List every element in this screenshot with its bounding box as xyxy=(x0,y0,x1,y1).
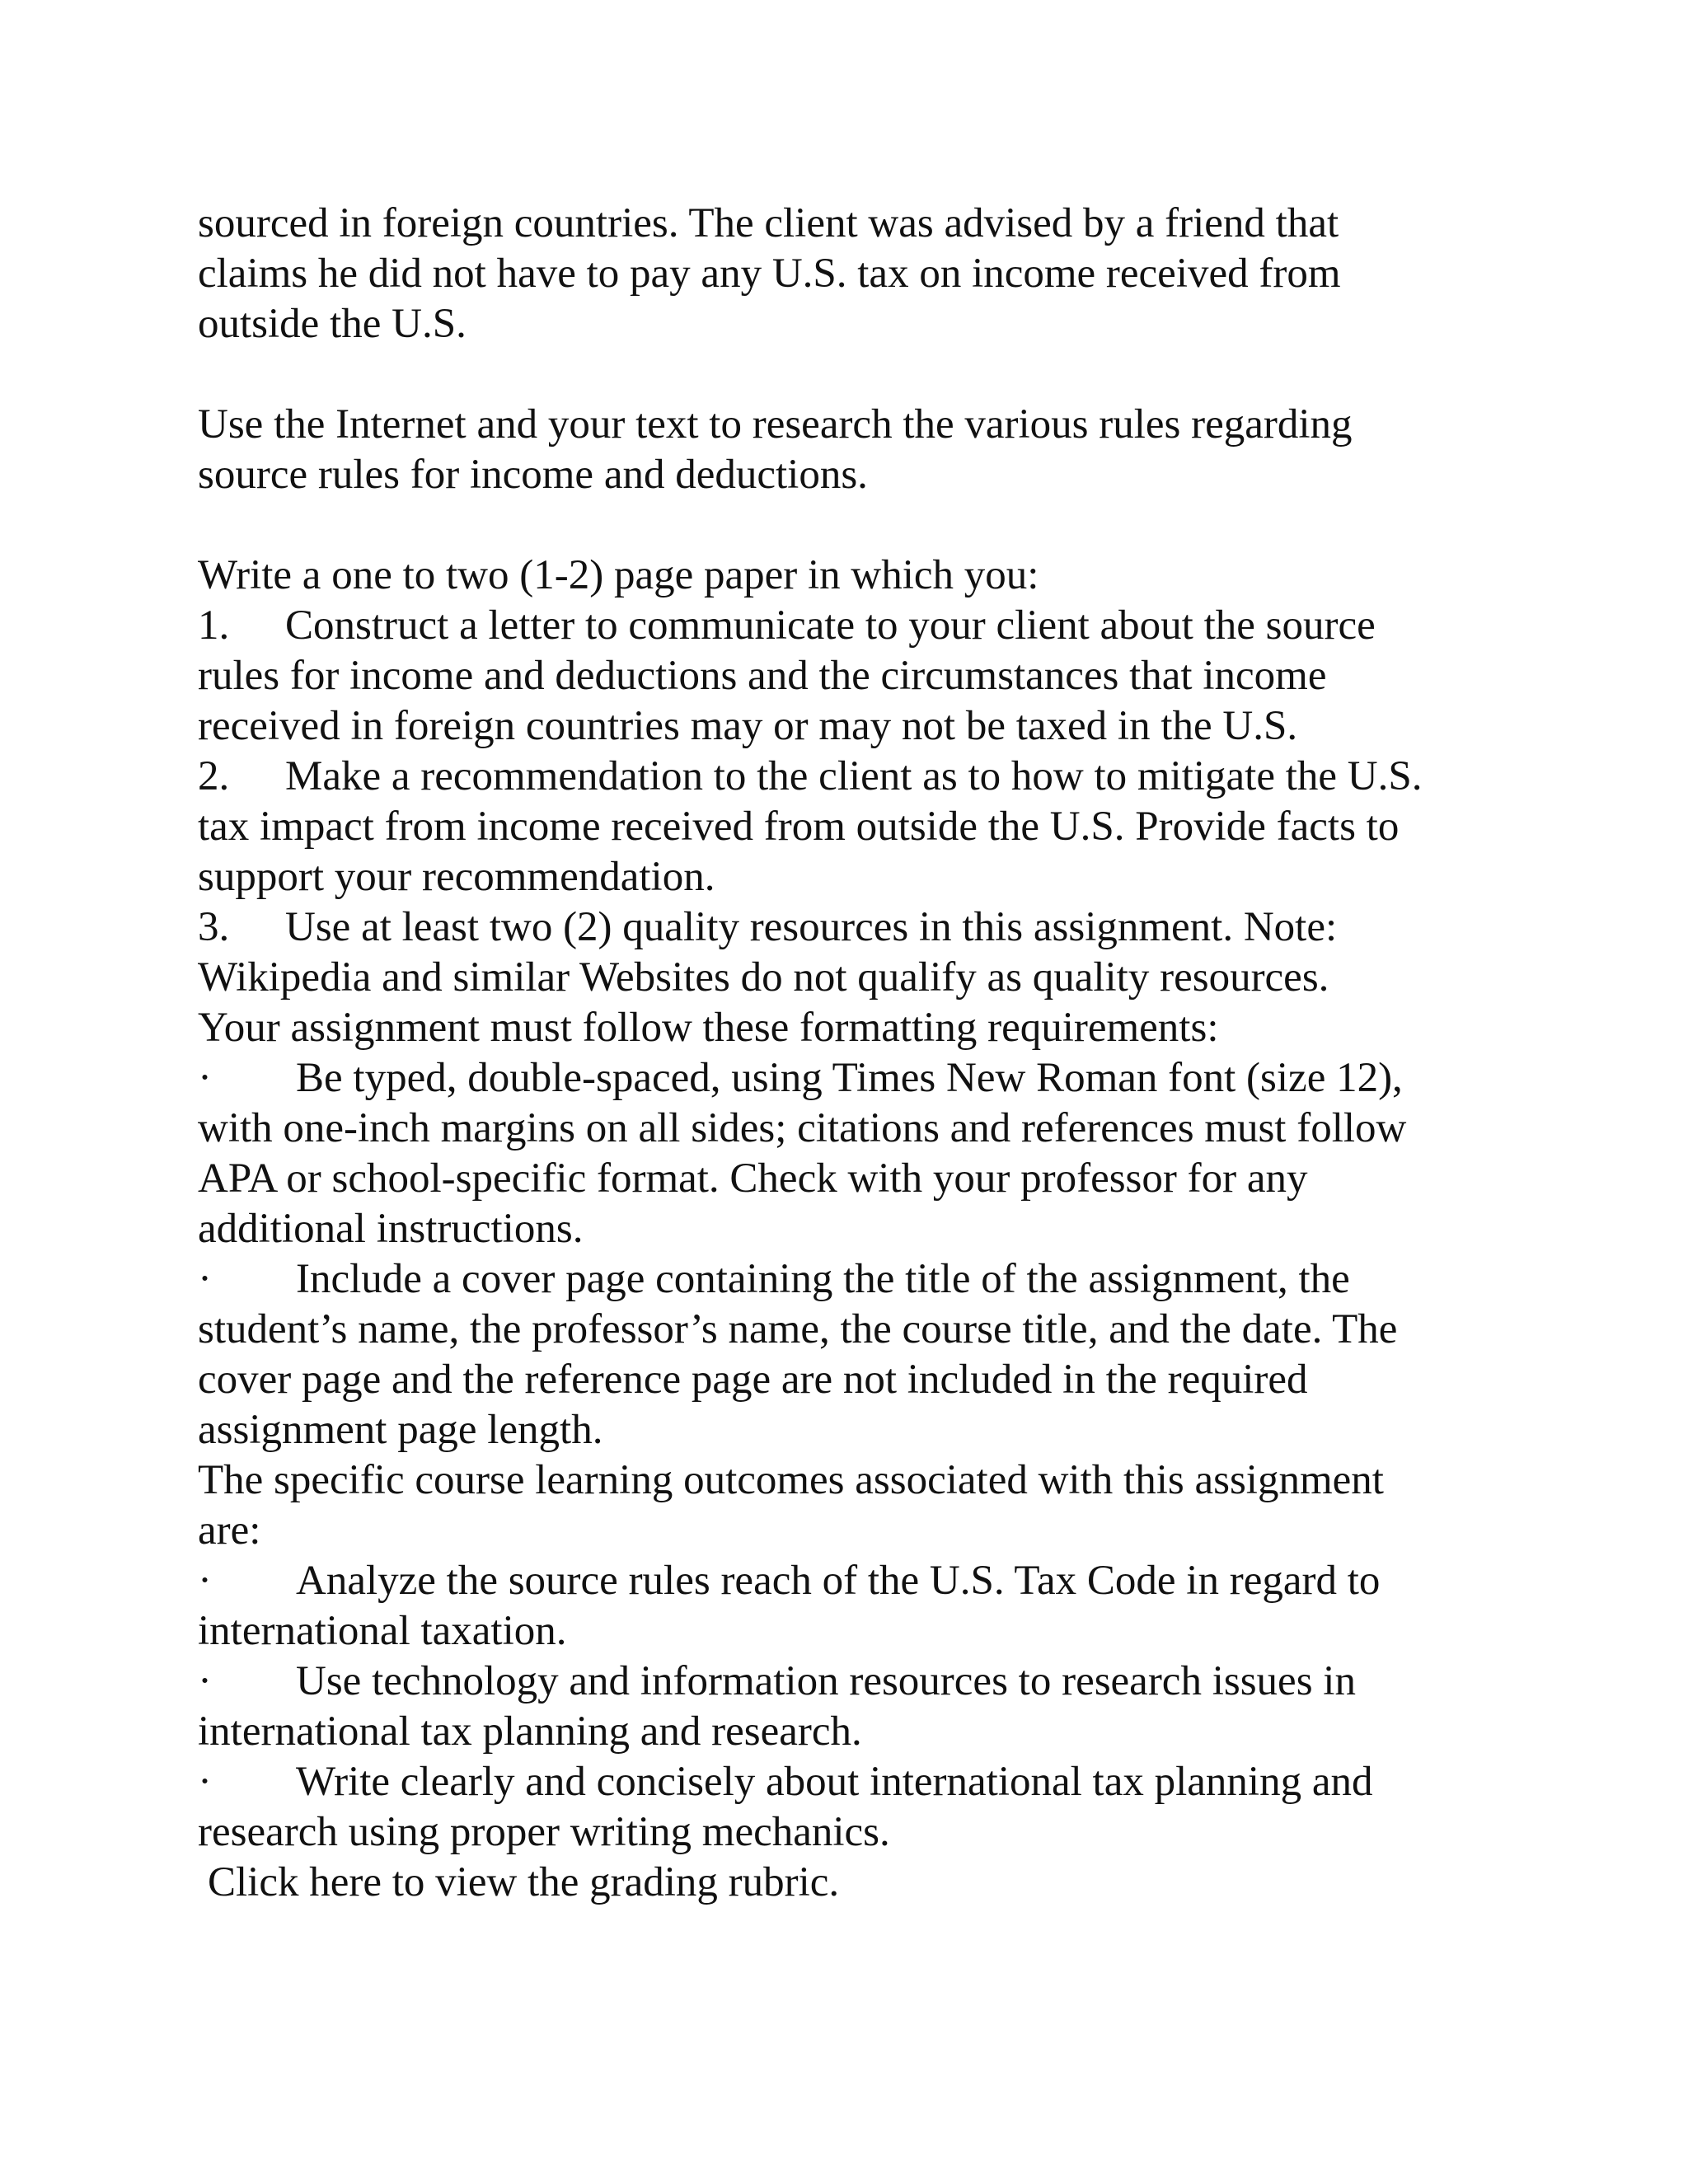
list-item-continuation: rules for income and deductions and the circumstances that income xyxy=(198,653,1327,699)
research-line: Use the Internet and your text to research the various rules regarding xyxy=(198,401,1353,448)
list-item-text: Make a recommendation to the client as to how to mitigate the U.S. xyxy=(285,753,1423,799)
intro-line: claims he did not have to pay any U.S. tax on income received from xyxy=(198,251,1341,297)
task-intro: Write a one to two (1-2) page paper in which you: xyxy=(198,552,1039,598)
bullet-marker: · xyxy=(198,1558,212,1604)
bullet-item xyxy=(198,1657,1500,1707)
bullet-item-text: Analyze the source rules reach of the U.S. Tax Code in regard to xyxy=(296,1558,1381,1604)
bullet-continuation: assignment page length. xyxy=(198,1407,603,1453)
list-item xyxy=(198,752,1500,802)
bullet-continuation: additional instructions. xyxy=(198,1206,584,1252)
bullet-continuation: with one-inch margins on all sides; citations and references must follow xyxy=(198,1105,1407,1151)
bullet-marker: · xyxy=(198,1759,212,1805)
research-line: source rules for income and deductions. xyxy=(198,452,868,498)
intro-line: sourced in foreign countries. The client was advised by a friend that xyxy=(198,200,1339,246)
bullet-item-text: Be typed, double-spaced, using Times New Roman font (size 12), xyxy=(296,1055,1403,1101)
bullet-item-text: Use technology and information resources to research issues in xyxy=(296,1658,1356,1704)
list-number: 2. xyxy=(198,753,230,799)
bullet-item xyxy=(198,1053,1500,1104)
paragraph-spacer xyxy=(198,349,1500,400)
list-item-continuation: received in foreign countries may or may not be taxed in the U.S. xyxy=(198,703,1298,749)
bullet-item xyxy=(198,1556,1500,1606)
list-item-text: Construct a letter to communicate to your client about the source xyxy=(285,602,1376,649)
bullet-marker: · xyxy=(198,1055,212,1101)
bullet-continuation: international taxation. xyxy=(198,1608,567,1654)
bullet-item-text: Include a cover page containing the title of the assignment, the xyxy=(296,1256,1350,1302)
document-body xyxy=(198,199,1500,1908)
list-item-continuation: tax impact from income received from outside the U.S. Provide facts to xyxy=(198,804,1400,850)
bullet-item xyxy=(198,1757,1500,1807)
list-item-continuation: support your recommendation. xyxy=(198,854,715,900)
grading-rubric-link[interactable]: Click here to view the grading rubric. xyxy=(208,1859,840,1905)
format-intro: Your assignment must follow these formatting requirements: xyxy=(198,1005,1219,1051)
bullet-item xyxy=(198,1254,1500,1305)
bullet-item-text: Write clearly and concisely about international tax planning and xyxy=(296,1759,1373,1805)
bullet-continuation: international tax planning and research. xyxy=(198,1708,862,1755)
paragraph-spacer xyxy=(198,500,1500,551)
bullet-continuation: cover page and the reference page are not included in the required xyxy=(198,1357,1308,1403)
bullet-continuation: research using proper writing mechanics. xyxy=(198,1809,890,1855)
list-number: 3. xyxy=(198,904,230,950)
list-number: 1. xyxy=(198,602,230,649)
list-item xyxy=(198,902,1500,953)
intro-line: outside the U.S. xyxy=(198,301,467,347)
list-item-text: Use at least two (2) quality resources in this assignment. Note: xyxy=(285,904,1338,950)
list-item xyxy=(198,601,1500,651)
bullet-continuation: student’s name, the professor’s name, the course title, and the date. The xyxy=(198,1306,1398,1352)
list-item-continuation: Wikipedia and similar Websites do not qualify as quality resources. xyxy=(198,954,1329,1001)
outcomes-intro: The specific course learning outcomes associated with this assignment xyxy=(198,1457,1384,1503)
bullet-marker: · xyxy=(198,1256,212,1302)
outcomes-intro: are: xyxy=(198,1507,261,1554)
bullet-continuation: APA or school-specific format. Check with your professor for any xyxy=(198,1155,1308,1202)
bullet-marker: · xyxy=(198,1658,212,1704)
